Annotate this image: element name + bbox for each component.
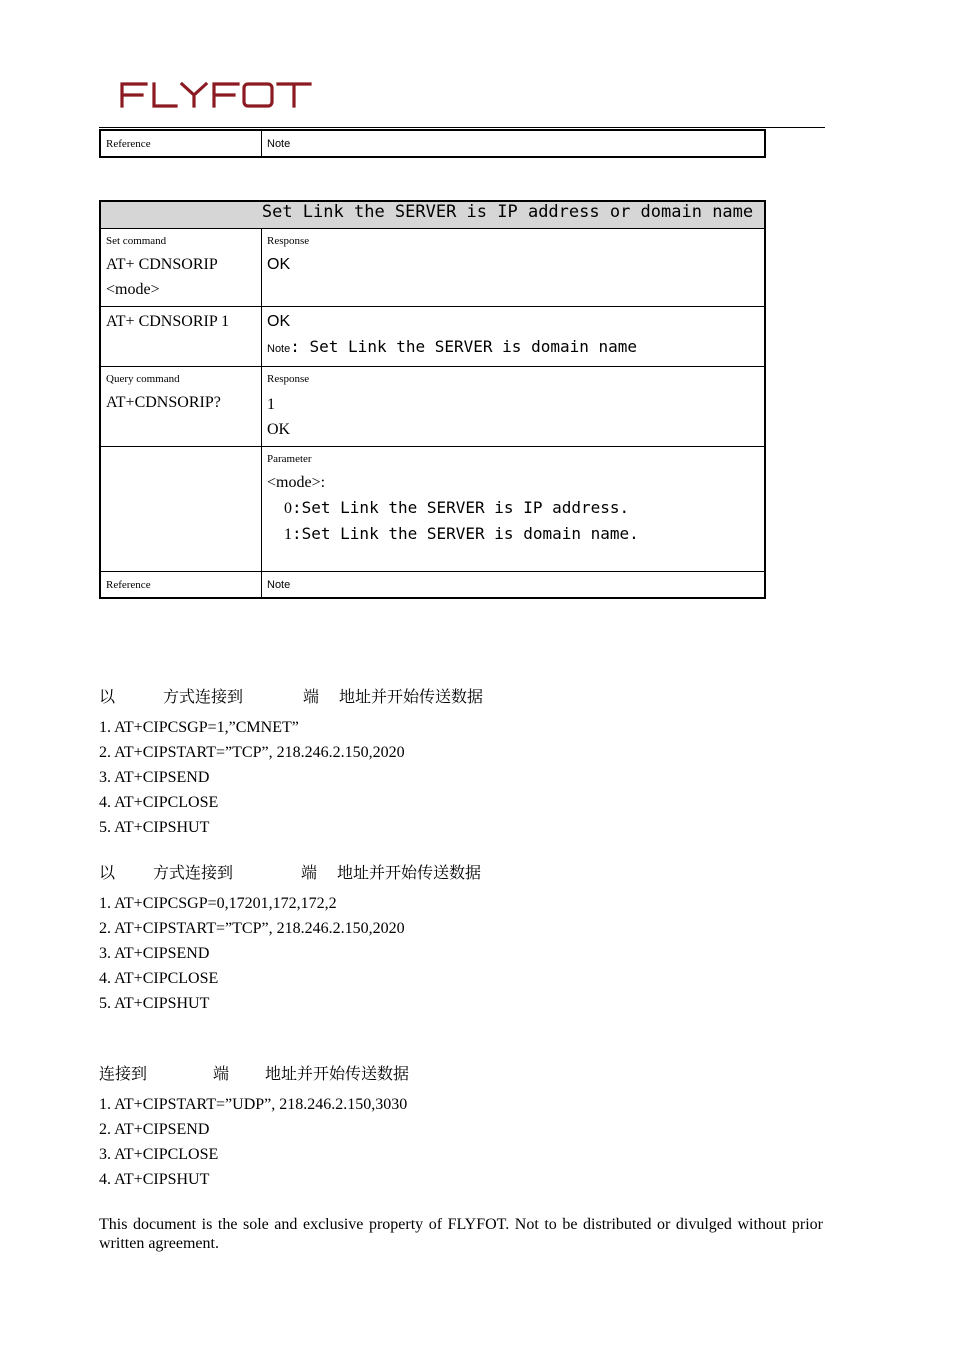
table-title: Set Link the SERVER is IP address or domain name xyxy=(100,201,765,229)
list-item: 3. AT+CIPSEND xyxy=(99,769,210,786)
query-response-ok: OK xyxy=(267,421,291,438)
list-item: 4. AT+CIPSHUT xyxy=(99,1171,210,1188)
list-item: 3. AT+CIPCLOSE xyxy=(99,1146,219,1163)
query-command: AT+CDNSORIP? xyxy=(106,394,221,411)
query-response-value: 1 xyxy=(267,396,275,413)
list-item: 4. AT+CIPCLOSE xyxy=(99,794,219,811)
set-command-syntax: AT+ CDNSORIP <mode> xyxy=(106,256,218,298)
query-response-label: Response xyxy=(267,373,310,385)
list-item: 2. AT+CIPSTART=”TCP”, 218.246.2.150,2020 xyxy=(99,744,405,761)
list-item: 1. AT+CIPCSGP=1,”CMNET” xyxy=(99,719,299,736)
example-command: AT+ CDNSORIP 1 xyxy=(106,313,230,330)
section-gprs-tcp-cmnet-title: 以 方式连接到 端 地址并开始传送数据 xyxy=(99,689,484,706)
list-item: 4. AT+CIPCLOSE xyxy=(99,970,219,987)
reference-label: Reference xyxy=(106,579,151,591)
parameter-label: Parameter xyxy=(267,453,312,465)
set-command-label: Set command xyxy=(106,235,167,247)
list-item: 5. AT+CIPSHUT xyxy=(99,819,210,836)
section2-command-list xyxy=(99,891,405,1016)
example-response: OK xyxy=(267,313,291,330)
param-mode-0: 0:Set Link the SERVER is IP address. xyxy=(284,498,630,517)
list-item: 1. AT+CIPCSGP=0,17201,172,172,2 xyxy=(99,895,337,912)
section-gprs-tcp-csd-title: 以 方式连接到 端 地址并开始传送数据 xyxy=(99,865,482,882)
param-mode: <mode>: xyxy=(267,474,326,491)
note-label: Note xyxy=(267,579,291,591)
list-item: 5. AT+CIPSHUT xyxy=(99,995,210,1012)
header-rule xyxy=(99,127,825,128)
section1-command-list xyxy=(99,715,405,840)
cdnsorip-command-table xyxy=(99,200,766,599)
list-item: 1. AT+CIPSTART=”UDP”, 218.246.2.150,3030 xyxy=(99,1096,408,1113)
list-item: 2. AT+CIPSEND xyxy=(99,1121,210,1138)
footer-disclaimer: This document is the sole and exclusive property of FLYFOT. Not to be distributed or divulged without prior written agreement. xyxy=(99,1216,823,1252)
list-item: 3. AT+CIPSEND xyxy=(99,945,210,962)
note-label: Note xyxy=(267,138,291,150)
query-command-label: Query command xyxy=(106,373,180,385)
example-note: Note: Set Link the SERVER is domain name xyxy=(267,337,638,356)
reference-label: Reference xyxy=(106,138,151,150)
reference-table-top xyxy=(99,129,766,158)
list-item: 2. AT+CIPSTART=”TCP”, 218.246.2.150,2020 xyxy=(99,920,405,937)
set-response: OK xyxy=(267,256,291,273)
response-label: Response xyxy=(267,235,310,247)
section-udp-title: 连接到 端 地址并开始传送数据 xyxy=(99,1066,410,1083)
param-mode-1: 1:Set Link the SERVER is domain name. xyxy=(284,524,639,543)
section3-command-list xyxy=(99,1092,407,1192)
flyfot-logo xyxy=(118,80,314,110)
